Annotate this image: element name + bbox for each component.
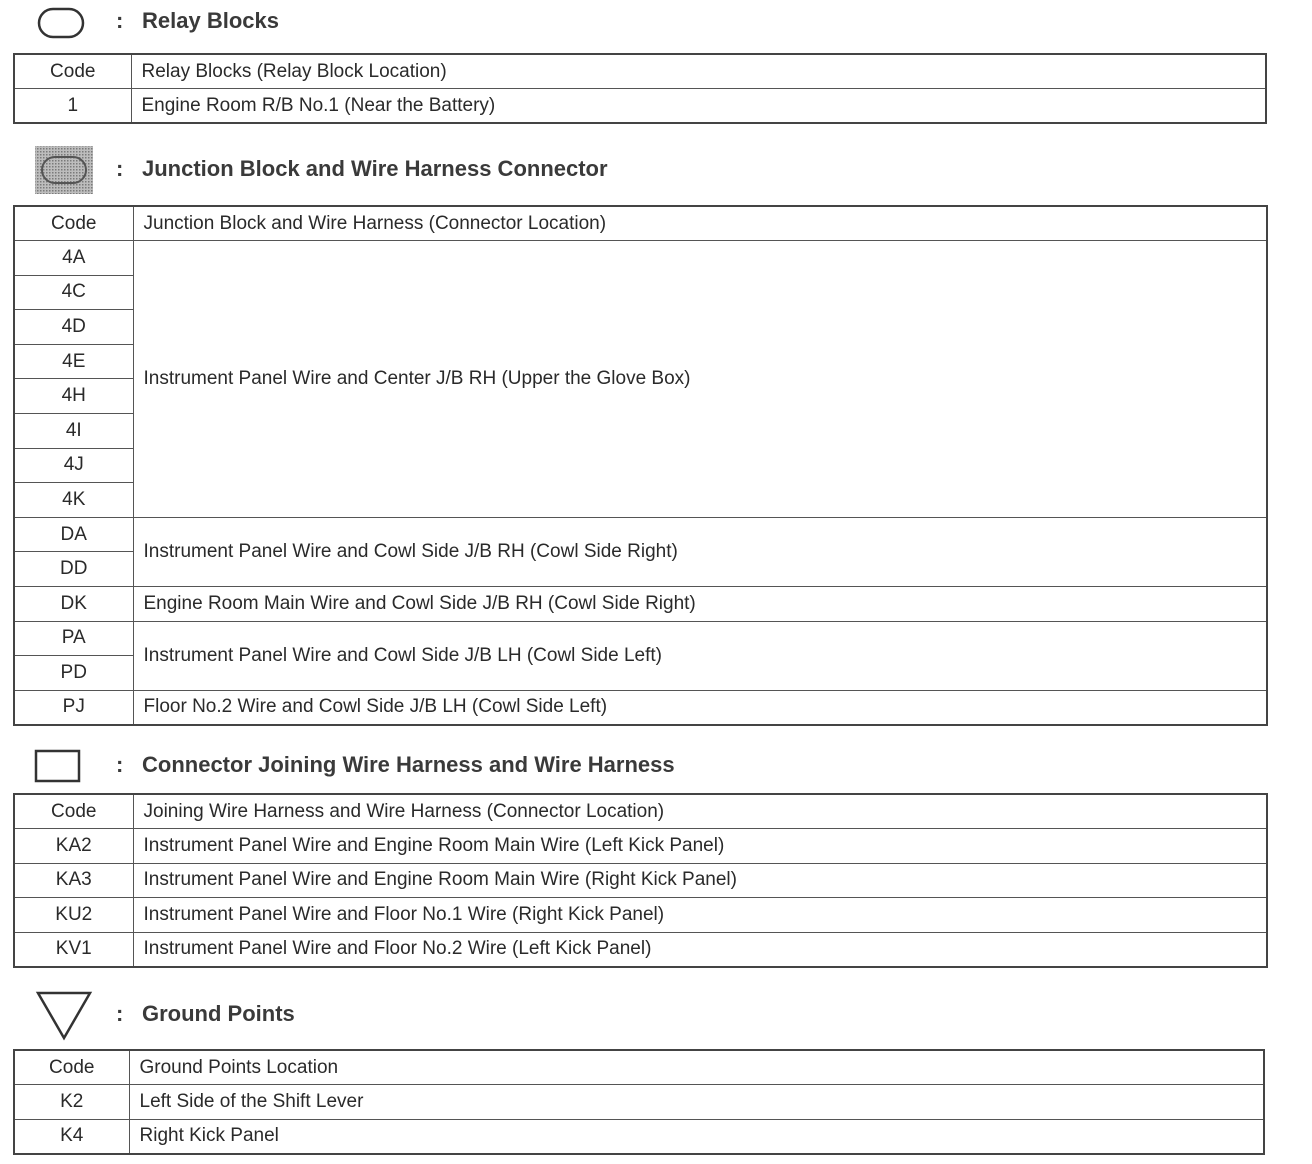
junction-block-shaded-oval-icon — [34, 145, 94, 195]
heading-colon: : — [116, 1001, 124, 1026]
connector-table — [13, 793, 1268, 968]
relay-block-oval-icon — [36, 6, 86, 40]
connector-heading — [0, 742, 1280, 792]
table-row — [14, 517, 1267, 552]
section-title: Relay Blocks — [142, 8, 279, 33]
code-cell: DD — [14, 552, 133, 587]
location-cell: Left Side of the Shift Lever — [129, 1085, 1264, 1120]
table-row — [14, 829, 1267, 864]
ground-triangle-icon — [34, 988, 94, 1042]
location-cell: Instrument Panel Wire and Engine Room Main Wire (Right Kick Panel) — [133, 863, 1267, 898]
code-cell: DK — [14, 587, 133, 622]
location-cell: Instrument Panel Wire and Center J/B RH (Upper the Glove Box) — [133, 241, 1267, 518]
heading-colon: : — [116, 8, 124, 33]
location-cell: Instrument Panel Wire and Floor No.2 Wire (Left Kick Panel) — [133, 932, 1267, 967]
table-header-row — [14, 206, 1267, 241]
table-row — [14, 863, 1267, 898]
code-cell: 4A — [14, 241, 133, 276]
table-header-row — [14, 1050, 1264, 1085]
code-cell: 4D — [14, 310, 133, 345]
code-cell: KU2 — [14, 898, 133, 933]
table-row — [14, 587, 1267, 622]
location-cell: Engine Room R/B No.1 (Near the Battery) — [131, 89, 1266, 124]
code-cell: K2 — [14, 1085, 129, 1120]
code-cell: PD — [14, 656, 133, 691]
code-header: Code — [14, 206, 133, 241]
code-cell: KV1 — [14, 932, 133, 967]
code-cell: 4K — [14, 483, 133, 518]
connector-rectangle-icon — [34, 748, 82, 784]
section-title: Connector Joining Wire Harness and Wire Harness — [142, 752, 675, 777]
location-header: Joining Wire Harness and Wire Harness (Connector Location) — [133, 794, 1267, 829]
code-cell: 4I — [14, 414, 133, 449]
location-cell: Right Kick Panel — [129, 1119, 1264, 1154]
code-cell: 4H — [14, 379, 133, 414]
table-row — [14, 898, 1267, 933]
heading-colon: : — [116, 752, 124, 777]
heading-colon: : — [116, 156, 124, 181]
location-header: Junction Block and Wire Harness (Connector Location) — [133, 206, 1267, 241]
code-cell: PJ — [14, 690, 133, 725]
code-header: Code — [14, 1050, 129, 1085]
location-cell: Instrument Panel Wire and Engine Room Main Wire (Left Kick Panel) — [133, 829, 1267, 864]
code-cell: PA — [14, 621, 133, 656]
location-header: Ground Points Location — [129, 1050, 1264, 1085]
table-row — [14, 89, 1266, 124]
code-header: Code — [14, 794, 133, 829]
ground-points-table — [13, 1049, 1265, 1155]
table-row — [14, 621, 1267, 656]
junction-block-heading — [0, 145, 1280, 195]
code-cell: 4C — [14, 275, 133, 310]
code-cell: K4 — [14, 1119, 129, 1154]
location-cell: Instrument Panel Wire and Floor No.1 Wire (Right Kick Panel) — [133, 898, 1267, 933]
location-cell: Engine Room Main Wire and Cowl Side J/B RH (Cowl Side Right) — [133, 587, 1267, 622]
section-title: Ground Points — [142, 1001, 295, 1026]
code-header: Code — [14, 54, 131, 89]
ground-points-heading — [0, 988, 1280, 1038]
table-row — [14, 241, 1267, 276]
location-cell: Instrument Panel Wire and Cowl Side J/B LH (Cowl Side Left) — [133, 621, 1267, 690]
table-row — [14, 1085, 1264, 1120]
code-cell: DA — [14, 517, 133, 552]
relay-blocks-heading — [0, 0, 1280, 50]
table-row — [14, 1119, 1264, 1154]
section-title: Junction Block and Wire Harness Connector — [142, 156, 608, 181]
table-header-row — [14, 54, 1266, 89]
relay-blocks-table — [13, 53, 1267, 124]
location-cell: Instrument Panel Wire and Cowl Side J/B RH (Cowl Side Right) — [133, 517, 1267, 586]
code-cell: KA2 — [14, 829, 133, 864]
location-header: Relay Blocks (Relay Block Location) — [131, 54, 1266, 89]
table-header-row — [14, 794, 1267, 829]
junction-block-table — [13, 205, 1268, 726]
code-cell: KA3 — [14, 863, 133, 898]
code-cell: 4E — [14, 344, 133, 379]
table-row — [14, 932, 1267, 967]
code-cell: 1 — [14, 89, 131, 124]
table-row — [14, 690, 1267, 725]
code-cell: 4J — [14, 448, 133, 483]
location-cell: Floor No.2 Wire and Cowl Side J/B LH (Cowl Side Left) — [133, 690, 1267, 725]
